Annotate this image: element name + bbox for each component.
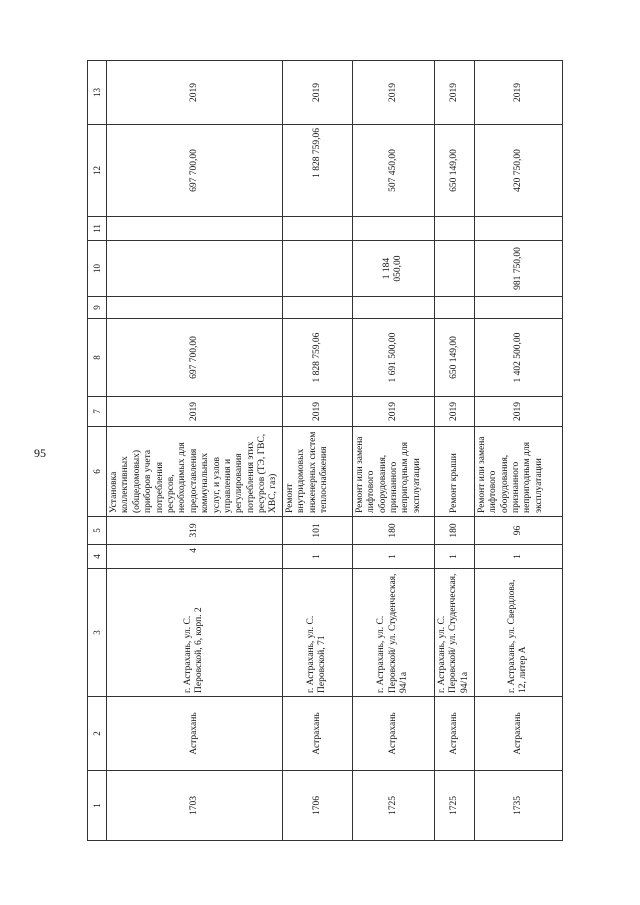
- cell-col4: 1: [352, 545, 434, 569]
- table-row: [107, 61, 283, 841]
- cell-address: г. Астрахань, ул. Свердлова, 12, литер А: [474, 569, 562, 697]
- cell-total: 1 691 500,00: [352, 319, 434, 397]
- cell-year: 2019: [474, 397, 562, 427]
- cell-col13: 2019: [107, 61, 283, 125]
- cell-col12: 420 750,00: [474, 125, 562, 217]
- cell-col4: 1: [434, 545, 474, 569]
- cell-col9: [282, 297, 352, 319]
- cell-total: 697 700,00: [107, 319, 283, 397]
- cell-col5: 101: [282, 517, 352, 545]
- cell-city: Астрахань: [474, 697, 562, 771]
- table-row: [282, 61, 352, 841]
- cell-col10: [434, 241, 474, 297]
- cell-address: г. Астрахань, ул. С. Перовской/ ул. Студенческая, 94/1а: [434, 569, 474, 697]
- cell-col5: 180: [352, 517, 434, 545]
- cell-year: 2019: [282, 397, 352, 427]
- header-cell: 3: [88, 569, 107, 697]
- cell-col11: [434, 217, 474, 241]
- cell-col4: 1: [282, 545, 352, 569]
- cell-address: г. Астрахань, ул. С. Перовской, 6, корп. 2: [107, 569, 283, 697]
- cell-city: Астрахань: [282, 697, 352, 771]
- header-cell: 7: [88, 397, 107, 427]
- cell-id: 1706: [282, 771, 352, 841]
- cell-year: 2019: [107, 397, 283, 427]
- header-cell: 6: [88, 427, 107, 517]
- cell-work-type: Установка коллективных (общедомовых) приборов учета потребления ресурсов, необходимых для предоставления коммунальных услуг, и узлов управления и регулирования потребления этих ресурсов (ТЭ, ГВС, ХВС, газ): [107, 427, 283, 517]
- cell-total: 1 402 500,00: [474, 319, 562, 397]
- cell-total: 650 149,00: [434, 319, 474, 397]
- cell-col9: [474, 297, 562, 319]
- cell-col9: [434, 297, 474, 319]
- cell-work-type: Ремонт внутридомовых инженерных систем теплоснабжения: [282, 427, 352, 517]
- cell-col12: 697 700,00: [107, 125, 283, 217]
- cell-col5: 319: [107, 517, 283, 545]
- header-cell: 12: [88, 125, 107, 217]
- cell-city: Астрахань: [434, 697, 474, 771]
- cell-col10: 981 750,00: [474, 241, 562, 297]
- cell-year: 2019: [352, 397, 434, 427]
- header-row: [88, 61, 107, 841]
- header-cell: 4: [88, 545, 107, 569]
- cell-col12: 1 828 759,06: [282, 125, 352, 217]
- cell-address: г. Астрахань, ул. С. Перовской, 71: [282, 569, 352, 697]
- table-row: [474, 61, 562, 841]
- cell-total: 1 828 759,06: [282, 319, 352, 397]
- header-cell: 13: [88, 61, 107, 125]
- cell-col13: 2019: [434, 61, 474, 125]
- cell-col11: [474, 217, 562, 241]
- cell-col5: 96: [474, 517, 562, 545]
- header-cell: 8: [88, 319, 107, 397]
- cell-work-type: Ремонт крыши: [434, 427, 474, 517]
- table-row: [352, 61, 434, 841]
- cell-col11: [282, 217, 352, 241]
- cell-id: 1725: [434, 771, 474, 841]
- cell-col9: [107, 297, 283, 319]
- cell-city: Астрахань: [352, 697, 434, 771]
- header-cell: 10: [88, 241, 107, 297]
- cell-year: 2019: [434, 397, 474, 427]
- cell-col9: [352, 297, 434, 319]
- cell-address: г. Астрахань, ул. С. Перовской/ ул. Студенческая, 94/1а: [352, 569, 434, 697]
- cell-col13: 2019: [352, 61, 434, 125]
- rotated-table-container: [87, 61, 557, 841]
- table-row: [434, 61, 474, 841]
- cell-id: 1735: [474, 771, 562, 841]
- header-cell: 9: [88, 297, 107, 319]
- cell-work-type: Ремонт или замена лифтового оборудования, признанного непригодным для эксплуатации: [474, 427, 562, 517]
- cell-col4: 4: [107, 545, 283, 569]
- cell-col11: [107, 217, 283, 241]
- cell-col12: 650 149,00: [434, 125, 474, 217]
- cell-id: 1703: [107, 771, 283, 841]
- cell-col10: 1 184 050,00: [352, 241, 434, 297]
- header-cell: 11: [88, 217, 107, 241]
- cell-work-type: Ремонт или замена лифтового оборудования, признанного непригодным для эксплуатации: [352, 427, 434, 517]
- header-cell: 1: [88, 771, 107, 841]
- header-cell: 2: [88, 697, 107, 771]
- cell-col5: 180: [434, 517, 474, 545]
- header-cell: 5: [88, 517, 107, 545]
- cell-col12: 507 450,00: [352, 125, 434, 217]
- cell-col13: 2019: [474, 61, 562, 125]
- cell-col4: 1: [474, 545, 562, 569]
- page-number: 95: [34, 446, 46, 460]
- repair-program-table: [87, 60, 563, 841]
- cell-col10: [282, 241, 352, 297]
- cell-id: 1725: [352, 771, 434, 841]
- cell-col13: 2019: [282, 61, 352, 125]
- cell-col11: [352, 217, 434, 241]
- cell-col10: [107, 241, 283, 297]
- cell-city: Астрахань: [107, 697, 283, 771]
